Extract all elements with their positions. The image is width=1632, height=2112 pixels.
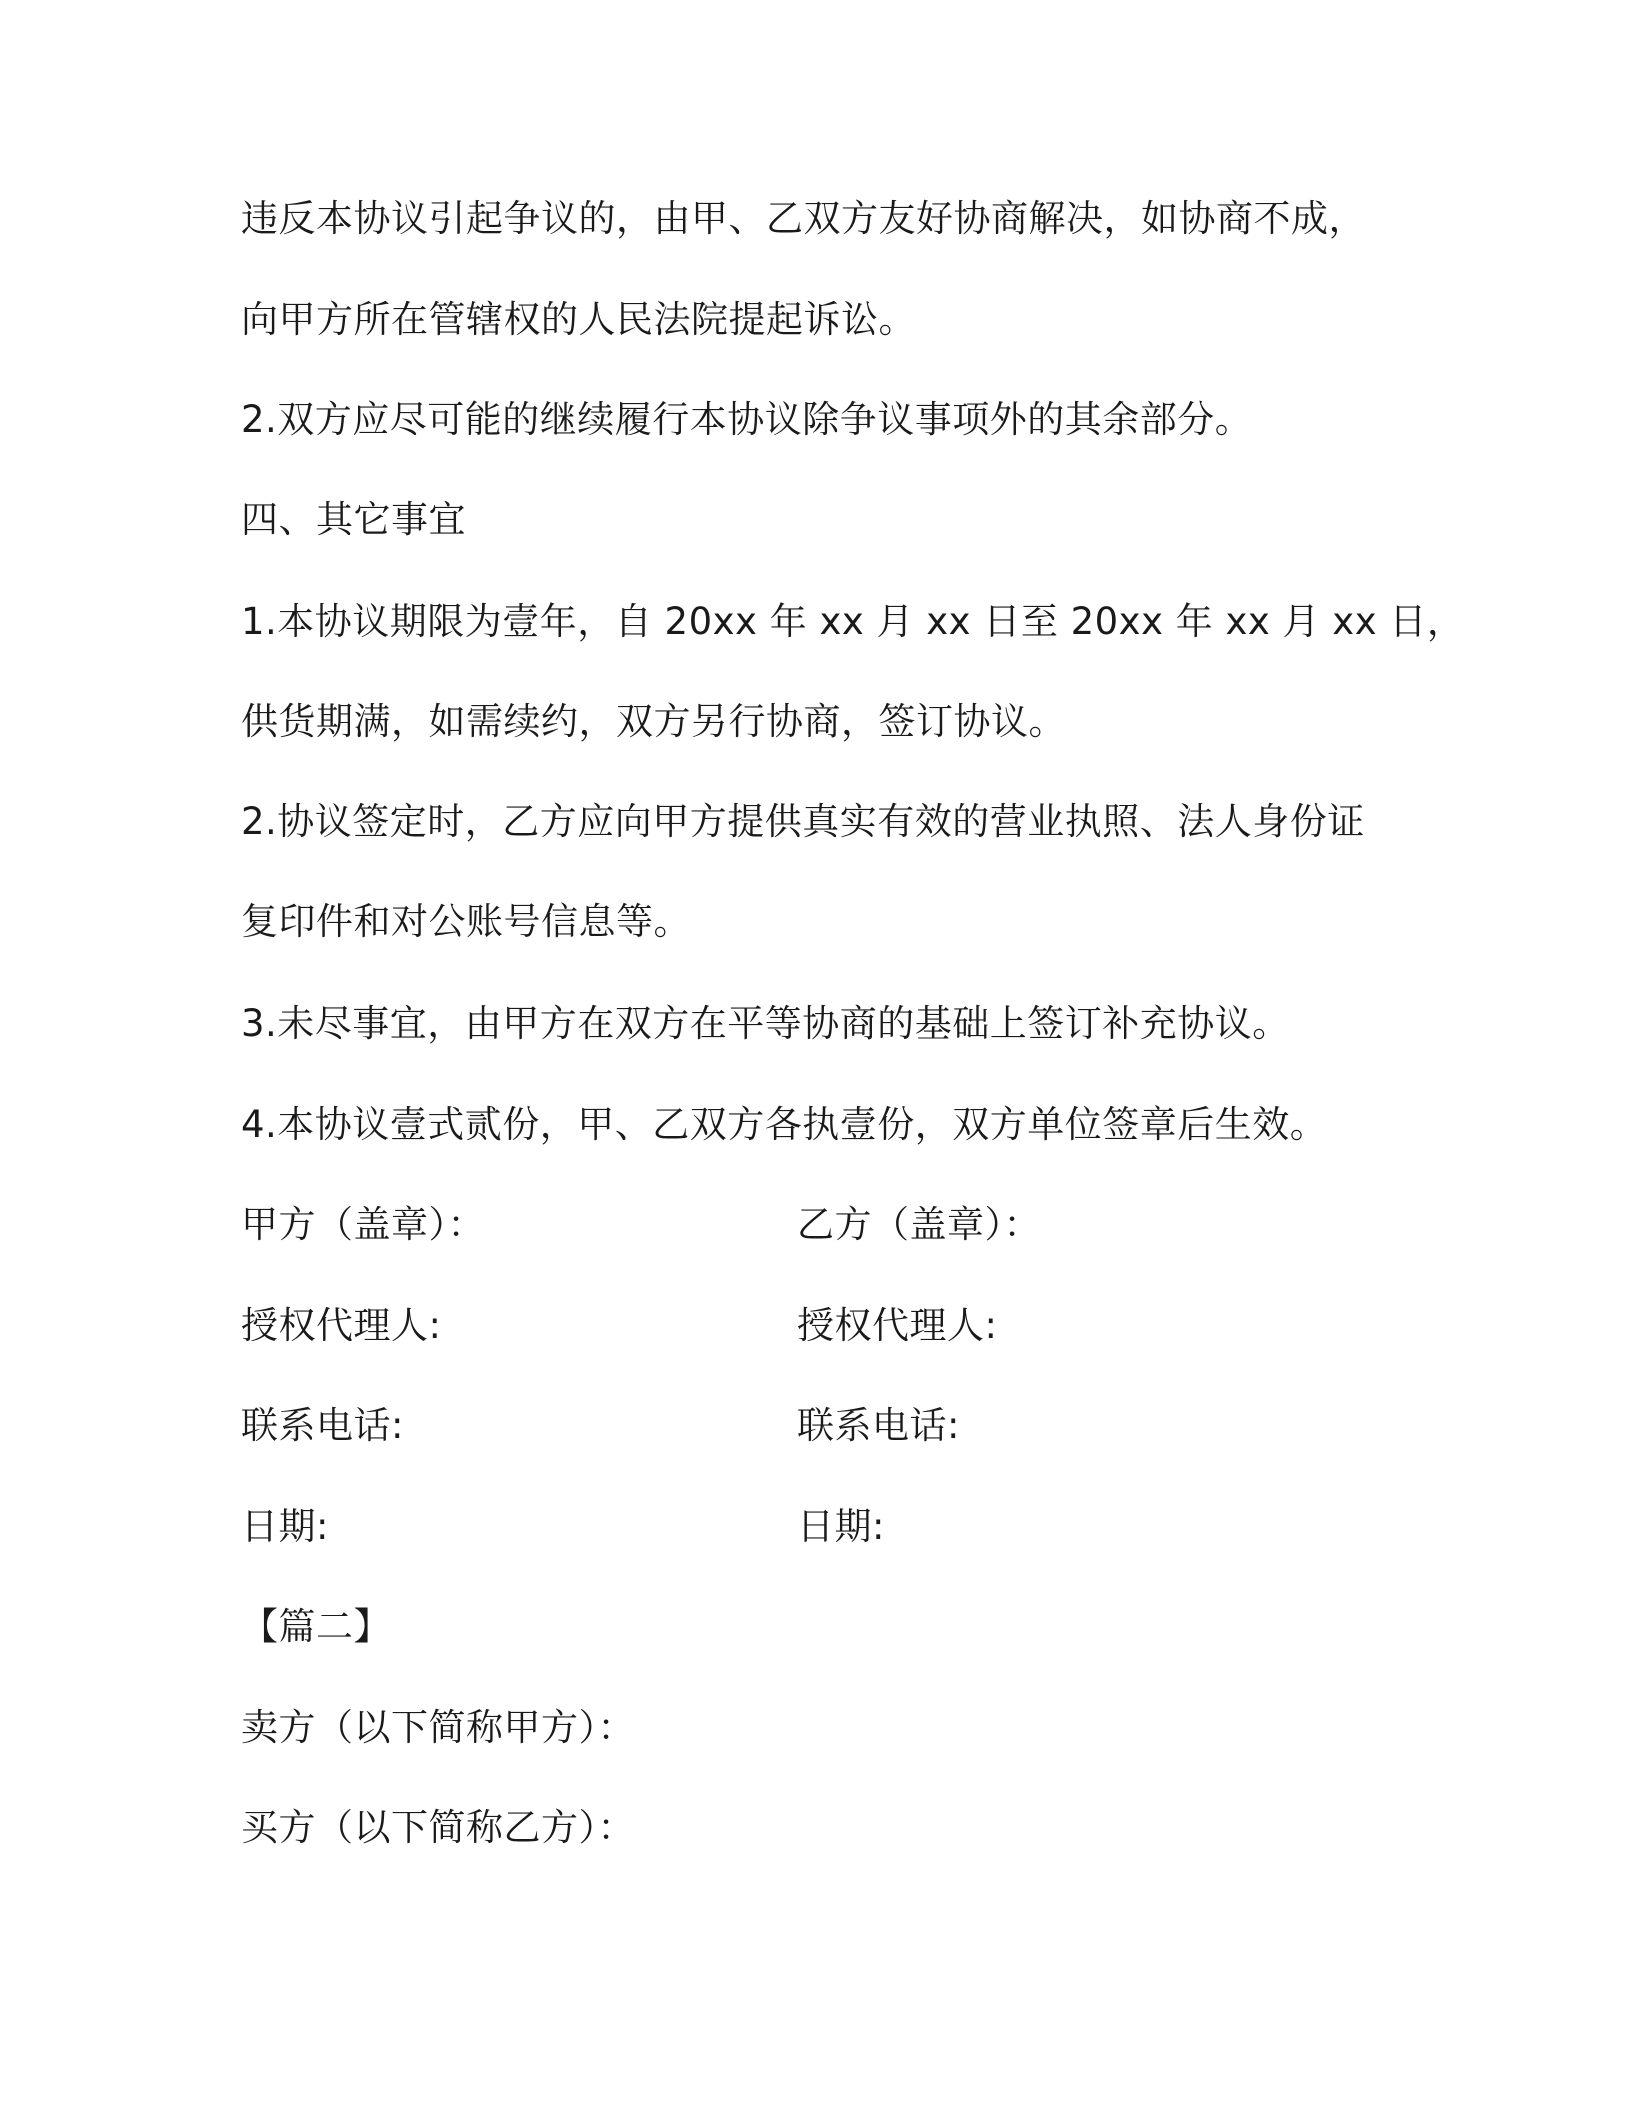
- party-a-agent-label: 授权代理人:: [241, 1304, 442, 1347]
- paragraph-continue-performance: 2.双方应尽可能的继续履行本协议除争议事项外的其余部分。: [241, 398, 1253, 441]
- party-b-agent-label: 授权代理人:: [797, 1304, 998, 1347]
- party-a-phone-label: 联系电话:: [241, 1404, 404, 1447]
- paragraph-dispute-resolution: 违反本协议引起争议的，由甲、乙双方友好协商解决，如协商不成，: [241, 197, 1366, 240]
- section-heading-other-matters: 四、其它事宜: [241, 498, 466, 541]
- seller-label: 卖方（以下简称甲方）：: [241, 1706, 635, 1749]
- party-b-seal-label: 乙方（盖章）：: [797, 1203, 1041, 1246]
- party-a-date-label: 日期:: [241, 1505, 329, 1548]
- party-b-phone-label: 联系电话:: [797, 1404, 960, 1447]
- party-a-seal-label: 甲方（盖章）：: [241, 1203, 485, 1246]
- buyer-label: 买方（以下简称乙方）：: [241, 1806, 635, 1849]
- section-two-heading: 【篇二】: [241, 1605, 391, 1648]
- paragraph-documents-required: 2.协议签定时，乙方应向甲方提供真实有效的营业执照、法人身份证: [241, 800, 1365, 843]
- paragraph-supplementary-agreement: 3.未尽事宜，由甲方在双方在平等协商的基础上签订补充协议。: [241, 1002, 1290, 1045]
- paragraph-agreement-term-cont: 供货期满，如需续约，双方另行协商，签订协议。: [241, 700, 1066, 743]
- paragraph-documents-required-cont: 复印件和对公账号信息等。: [241, 900, 691, 943]
- paragraph-dispute-court: 向甲方所在管辖权的人民法院提起诉讼。: [241, 298, 916, 341]
- party-b-date-label: 日期:: [797, 1505, 885, 1548]
- paragraph-copies-effective: 4.本协议壹式贰份，甲、乙双方各执壹份，双方单位签章后生效。: [241, 1103, 1328, 1146]
- paragraph-agreement-term: 1.本协议期限为壹年，自 20xx 年 xx 月 xx 日至 20xx 年 xx 月 xx 日，: [241, 600, 1465, 643]
